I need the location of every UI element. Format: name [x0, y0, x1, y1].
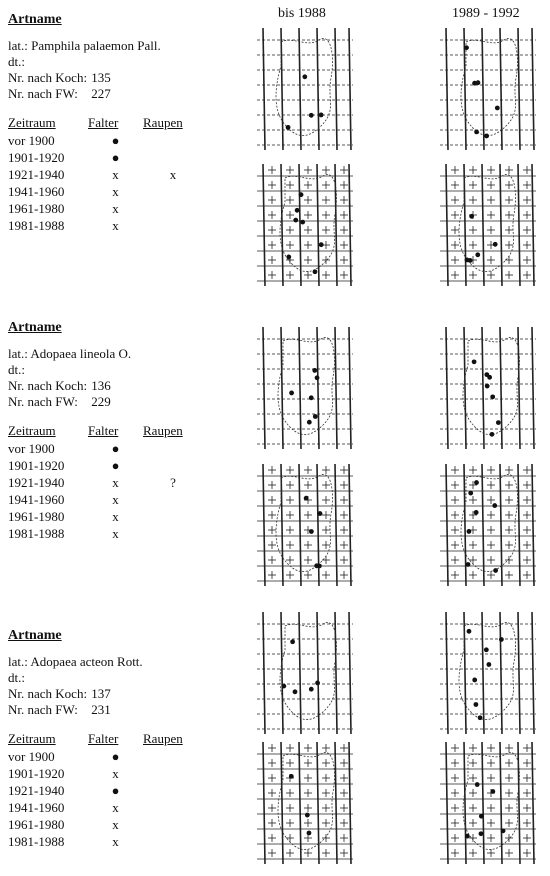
grid-map-sketch-crosses — [438, 462, 538, 588]
header-raupen: Raupen — [143, 115, 183, 130]
grid-line — [532, 327, 534, 449]
german-label: dt.: — [8, 670, 25, 685]
fw-label: Nr. nach FW: — [8, 702, 78, 717]
occurrence-dot — [490, 789, 495, 794]
grid-map-sketch — [438, 325, 538, 451]
grid-map-sketch-crosses — [438, 162, 538, 288]
occurrence-dot — [475, 782, 480, 787]
occurrence-dot — [309, 687, 314, 692]
grid-line — [446, 464, 448, 586]
grid-line — [349, 742, 351, 864]
fw-label: Nr. nach FW: — [8, 394, 78, 409]
occurrence-dot — [312, 368, 317, 373]
table-row: 1961-1980 x — [8, 200, 119, 216]
latin-name-row — [8, 346, 238, 362]
grid-line — [518, 612, 520, 734]
region-outline — [459, 622, 516, 719]
distribution-map-3-until-1988 — [255, 610, 355, 736]
grid-line — [482, 742, 484, 864]
table-row: 1941-1960 x — [8, 491, 119, 507]
grid-map-sketch — [438, 26, 538, 152]
occurrence-dot — [314, 563, 319, 568]
grid-line — [281, 612, 283, 734]
grid-line — [317, 164, 319, 286]
occurrence-dot — [309, 395, 314, 400]
german-name-row — [8, 670, 238, 686]
distribution-map-1b-until-1988 — [255, 162, 355, 288]
occurrence-dot — [499, 637, 504, 642]
header-falter: Falter — [88, 423, 119, 438]
fw-number: 231 — [91, 702, 111, 717]
grid-line — [263, 327, 265, 449]
occurrence-dot — [490, 432, 495, 437]
occurrence-dot — [305, 813, 310, 818]
header-falter: Falter — [88, 115, 119, 130]
occurrence-dot — [313, 269, 318, 274]
region-outline — [461, 38, 518, 135]
table-row: vor 1900 ● — [8, 132, 120, 148]
grid-line — [500, 164, 502, 286]
grid-line — [500, 28, 502, 150]
grid-line — [482, 28, 484, 150]
occurrence-dot — [302, 74, 307, 79]
table-row: 1921-1940 x x — [8, 166, 177, 182]
grid-line — [335, 28, 337, 150]
grid-line — [464, 464, 466, 586]
fw-number: 229 — [91, 394, 111, 409]
grid-line — [518, 327, 520, 449]
grid-line — [335, 164, 337, 286]
grid-line — [299, 612, 301, 734]
occurrence-dot — [304, 496, 309, 501]
header-zeitraum: Zeitraum — [8, 115, 56, 130]
grid-line — [263, 28, 265, 150]
table-row: 1981-1988 x — [8, 525, 119, 541]
table-row: 1981-1988 x — [8, 217, 119, 233]
occurrence-dot — [479, 831, 484, 836]
occurrence-dot — [300, 220, 305, 225]
occurrence-dot — [476, 80, 481, 85]
occurrence-dot — [469, 214, 474, 219]
latin-label: lat.: — [8, 654, 28, 669]
occurrence-dot — [495, 106, 500, 111]
table-row: 1921-1940 x ? — [8, 474, 176, 490]
fw-number-row — [8, 702, 238, 718]
table-row: 1941-1960 x — [8, 183, 119, 199]
koch-number: 137 — [91, 686, 111, 701]
table-row: 1921-1940 ● — [8, 782, 120, 798]
occurrence-dot — [289, 774, 294, 779]
grid-line — [482, 612, 484, 734]
occurrence-dot — [318, 511, 323, 516]
distribution-map-2b-1989-1992 — [438, 462, 538, 588]
grid-line — [518, 164, 520, 286]
grid-map-sketch — [438, 610, 538, 736]
koch-label: Nr. nach Koch: — [8, 378, 88, 393]
grid-line — [317, 327, 319, 449]
header-raupen: Raupen — [143, 731, 183, 746]
grid-line — [263, 464, 265, 586]
grid-line — [317, 612, 319, 734]
occurrence-dot — [465, 258, 470, 263]
occurrence-dot — [492, 503, 497, 508]
grid-line — [500, 742, 502, 864]
grid-line — [349, 464, 351, 586]
table-row: 1961-1980 x — [8, 508, 119, 524]
grid-line — [482, 464, 484, 586]
distribution-map-2b-until-1988 — [255, 462, 355, 588]
distribution-map-1-1989-1992 — [438, 26, 538, 152]
grid-line — [532, 742, 534, 864]
latin-name-row — [8, 654, 238, 670]
grid-line — [281, 164, 283, 286]
occurrence-dot — [467, 529, 472, 534]
grid-line — [500, 464, 502, 586]
latin-name-row — [8, 38, 238, 54]
grid-line — [464, 742, 466, 864]
grid-line — [500, 612, 502, 734]
table-row: 1981-1988 x — [8, 833, 119, 849]
region-outline — [280, 622, 337, 719]
region-outline — [459, 174, 516, 271]
koch-number-row — [8, 378, 238, 394]
grid-line — [446, 327, 448, 449]
grid-line — [518, 28, 520, 150]
species-heading: Artname — [8, 628, 62, 643]
header-zeitraum: Zeitraum — [8, 423, 56, 438]
grid-map-sketch — [255, 610, 355, 736]
occurrence-dot — [293, 218, 298, 223]
occurrence-dot — [486, 662, 491, 667]
occurrence-dot — [313, 414, 318, 419]
grid-line — [335, 612, 337, 734]
grid-line — [299, 742, 301, 864]
region-outline — [278, 337, 335, 434]
table-row: 1941-1960 x — [8, 799, 119, 815]
period-table — [8, 422, 203, 542]
occurrence-dot — [466, 562, 471, 567]
occurrence-dot — [484, 134, 489, 139]
header-raupen: Raupen — [143, 423, 183, 438]
distribution-map-3b-1989-1992 — [438, 740, 538, 866]
grid-line — [532, 164, 534, 286]
occurrence-dot — [286, 255, 291, 260]
occurrence-dot — [307, 831, 312, 836]
period-table — [8, 730, 203, 850]
grid-map-sketch-crosses — [255, 740, 355, 866]
grid-line — [349, 612, 351, 734]
occurrence-dot — [479, 814, 484, 819]
occurrence-dot — [467, 629, 472, 634]
grid-line — [464, 164, 466, 286]
occurrence-dot — [474, 480, 479, 485]
grid-line — [299, 327, 301, 449]
grid-line — [335, 742, 337, 864]
region-outline — [276, 474, 333, 571]
grid-line — [482, 327, 484, 449]
grid-line — [335, 464, 337, 586]
distribution-map-1-until-1988 — [255, 26, 355, 152]
occurrence-dot — [493, 242, 498, 247]
grid-line — [464, 612, 466, 734]
region-outline — [276, 38, 333, 135]
occurrence-dot — [468, 491, 473, 496]
header-falter: Falter — [88, 731, 119, 746]
grid-line — [349, 164, 351, 286]
occurrence-dot — [496, 420, 501, 425]
distribution-map-2-1989-1992 — [438, 325, 538, 451]
occurrence-dot — [289, 391, 294, 396]
grid-line — [532, 464, 534, 586]
occurrence-dot — [307, 420, 312, 425]
grid-line — [317, 28, 319, 150]
occurrence-dot — [290, 639, 295, 644]
occurrence-dot — [472, 359, 477, 364]
occurrence-dot — [478, 715, 483, 720]
table-row: 1961-1980 x — [8, 816, 119, 832]
grid-map-sketch-crosses — [255, 162, 355, 288]
latin-name: Adopaea acteon Rott. — [30, 654, 143, 669]
occurrence-dot — [484, 647, 489, 652]
grid-line — [281, 28, 283, 150]
grid-line — [281, 742, 283, 864]
grid-map-sketch — [255, 26, 355, 152]
occurrence-dot — [475, 252, 480, 257]
column-header-until-1988: bis 1988 — [278, 6, 326, 21]
koch-number-row — [8, 686, 238, 702]
occurrence-dot — [319, 113, 324, 118]
distribution-map-3-1989-1992 — [438, 610, 538, 736]
german-name-row — [8, 54, 238, 70]
period-table — [8, 114, 203, 234]
grid-line — [281, 464, 283, 586]
distribution-map-3b-until-1988 — [255, 740, 355, 866]
latin-label: lat.: — [8, 346, 28, 361]
koch-number: 135 — [91, 70, 111, 85]
grid-map-sketch-crosses — [255, 462, 355, 588]
occurrence-dot — [474, 129, 479, 134]
grid-line — [464, 327, 466, 449]
german-label: dt.: — [8, 362, 25, 377]
koch-label: Nr. nach Koch: — [8, 70, 88, 85]
grid-line — [317, 742, 319, 864]
occurrence-dot — [464, 45, 469, 50]
species-block-2 — [8, 320, 238, 542]
occurrence-dot — [487, 375, 492, 380]
occurrence-dot — [501, 828, 506, 833]
grid-map-sketch-crosses — [438, 740, 538, 866]
table-row: vor 1900 ● — [8, 440, 120, 456]
occurrence-dot — [309, 529, 314, 534]
table-row: vor 1900 ● — [8, 748, 120, 764]
grid-line — [482, 164, 484, 286]
grid-line — [263, 742, 265, 864]
fw-number-row — [8, 394, 238, 410]
fw-number-row — [8, 86, 238, 102]
occurrence-dot — [493, 568, 498, 573]
grid-line — [335, 327, 337, 449]
grid-line — [518, 742, 520, 864]
grid-line — [299, 164, 301, 286]
distribution-map-1b-1989-1992 — [438, 162, 538, 288]
occurrence-dot — [281, 684, 286, 689]
column-header-1989-1992: 1989 - 1992 — [452, 6, 520, 21]
occurrence-dot — [295, 208, 300, 213]
grid-line — [281, 327, 283, 449]
occurrence-dot — [472, 678, 477, 683]
grid-line — [299, 28, 301, 150]
occurrence-dot — [465, 834, 470, 839]
species-heading: Artname — [8, 320, 62, 335]
grid-line — [349, 327, 351, 449]
grid-line — [263, 612, 265, 734]
german-name-row — [8, 362, 238, 378]
grid-line — [532, 612, 534, 734]
grid-line — [500, 327, 502, 449]
table-row: 1901-1920 x — [8, 765, 119, 781]
grid-line — [532, 28, 534, 150]
occurrence-dot — [299, 192, 304, 197]
species-block-3 — [8, 628, 238, 850]
header-zeitraum: Zeitraum — [8, 731, 56, 746]
fw-number: 227 — [91, 86, 111, 101]
occurrence-dot — [319, 242, 324, 247]
grid-map-sketch — [255, 325, 355, 451]
grid-line — [263, 164, 265, 286]
koch-label: Nr. nach Koch: — [8, 686, 88, 701]
grid-line — [446, 164, 448, 286]
occurrence-dot — [309, 113, 314, 118]
occurrence-dot — [315, 375, 320, 380]
distribution-map-2-until-1988 — [255, 325, 355, 451]
german-label: dt.: — [8, 54, 25, 69]
species-block-1 — [8, 12, 238, 234]
latin-name: Pamphila palaemon Pall. — [31, 38, 161, 53]
grid-line — [349, 28, 351, 150]
fw-label: Nr. nach FW: — [8, 86, 78, 101]
occurrence-dot — [474, 510, 479, 515]
grid-line — [446, 28, 448, 150]
koch-number-row — [8, 70, 238, 86]
grid-line — [518, 464, 520, 586]
latin-name: Adopaea lineola O. — [30, 346, 132, 361]
koch-number: 136 — [91, 378, 111, 393]
grid-line — [446, 742, 448, 864]
table-row: 1901-1920 ● — [8, 457, 120, 473]
occurrence-dot — [286, 125, 291, 130]
grid-line — [299, 464, 301, 586]
occurrence-dot — [293, 689, 298, 694]
region-outline — [463, 337, 520, 434]
grid-line — [446, 612, 448, 734]
occurrence-dot — [485, 384, 490, 389]
latin-label: lat.: — [8, 38, 28, 53]
table-row: 1901-1920 ● — [8, 149, 120, 165]
species-heading: Artname — [8, 12, 62, 27]
occurrence-dot — [315, 680, 320, 685]
occurrence-dot — [490, 394, 495, 399]
occurrence-dot — [473, 702, 478, 707]
